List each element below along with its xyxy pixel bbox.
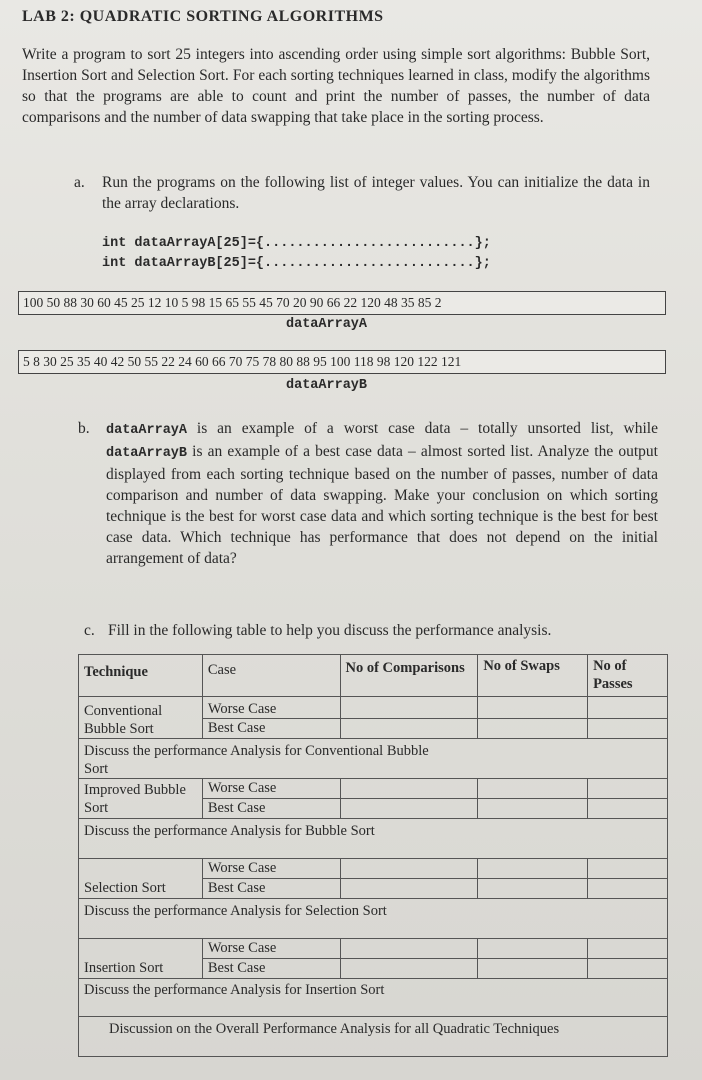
comparisons-cell[interactable] bbox=[340, 697, 478, 719]
discuss-insertion[interactable] bbox=[79, 979, 668, 1017]
table-row bbox=[79, 979, 668, 1017]
swaps-cell[interactable] bbox=[478, 779, 588, 799]
table-row bbox=[79, 1017, 668, 1057]
discuss-selection-text: Discuss the performance Analysis for Selection Sort bbox=[84, 903, 387, 919]
performance-table bbox=[78, 654, 668, 1057]
case-worse: Worse Case bbox=[202, 939, 340, 959]
part-b-text bbox=[106, 418, 658, 569]
discuss-overall-text: Discussion on the Overall Performance Analysis for all Quadratic Techniques bbox=[109, 1021, 560, 1037]
swaps-cell[interactable] bbox=[478, 719, 588, 739]
array-b-values: 5 8 30 25 35 40 42 50 55 22 24 60 66 70 75 78 80 88 95 100 118 98 120 122 121 bbox=[23, 354, 462, 369]
table-row bbox=[79, 779, 668, 799]
case-best: Best Case bbox=[202, 719, 340, 739]
comparisons-cell[interactable] bbox=[340, 959, 478, 979]
discuss-bubble-text: Discuss the performance Analysis for Bubble Sort bbox=[84, 823, 375, 839]
table-row bbox=[79, 697, 668, 719]
page-title: LAB 2: QUADRATIC SORTING ALGORITHMS bbox=[22, 8, 384, 25]
table-row bbox=[79, 819, 668, 859]
table-row bbox=[79, 939, 668, 959]
case-worse: Worse Case bbox=[202, 779, 340, 799]
technique-improved-bubble: Improved Bubble Sort bbox=[79, 779, 203, 819]
swaps-cell[interactable] bbox=[478, 959, 588, 979]
comparisons-cell[interactable] bbox=[340, 779, 478, 799]
passes-cell[interactable] bbox=[588, 879, 668, 899]
array-a-box bbox=[18, 291, 666, 315]
passes-cell[interactable] bbox=[588, 719, 668, 739]
case-best: Best Case bbox=[202, 879, 340, 899]
code-line-b: int dataArrayB[25]={..........................}; bbox=[102, 256, 491, 271]
case-worse: Worse Case bbox=[202, 697, 340, 719]
array-a-label: dataArrayA bbox=[286, 317, 368, 332]
discuss-selection[interactable] bbox=[79, 899, 668, 939]
table-row bbox=[79, 959, 668, 979]
technique-selection-top bbox=[79, 859, 203, 879]
code-line-a: int dataArrayA[25]={..........................}; bbox=[102, 236, 491, 251]
technique-conventional-bubble: Conventional Bubble Sort bbox=[79, 697, 203, 739]
case-best: Best Case bbox=[202, 959, 340, 979]
part-b-text-1: is an example of a worst case data – totally unsorted list, while bbox=[187, 420, 658, 437]
swaps-cell[interactable] bbox=[478, 799, 588, 819]
swaps-cell[interactable] bbox=[478, 859, 588, 879]
comparisons-cell[interactable] bbox=[340, 799, 478, 819]
case-worse: Worse Case bbox=[202, 859, 340, 879]
part-a-label: a. bbox=[74, 174, 85, 191]
swaps-cell[interactable] bbox=[478, 879, 588, 899]
technique-selection: Selection Sort bbox=[79, 879, 203, 899]
part-c-text: Fill in the following table to help you discuss the performance analysis. bbox=[108, 622, 552, 639]
table-row bbox=[79, 859, 668, 879]
discuss-conventional-bubble[interactable] bbox=[79, 739, 668, 779]
passes-cell[interactable] bbox=[588, 939, 668, 959]
case-best: Best Case bbox=[202, 799, 340, 819]
header-swaps: No of Swaps bbox=[478, 655, 588, 697]
discuss-insertion-text: Discuss the performance Analysis for Insertion Sort bbox=[84, 982, 385, 998]
discuss-conventional-text: Discuss the performance Analysis for Conventional Bubble Sort bbox=[84, 743, 429, 777]
part-a-text: Run the programs on the following list of integer values. You can initialize the data in the array declarations. bbox=[102, 174, 650, 212]
header-comparisons: No of Comparisons bbox=[340, 655, 478, 697]
array-a-values: 100 50 88 30 60 45 25 12 10 5 98 15 65 55 45 70 20 90 66 22 120 48 35 85 2 bbox=[23, 295, 442, 310]
keyword-data-array-b: dataArrayB bbox=[106, 446, 188, 461]
comparisons-cell[interactable] bbox=[340, 719, 478, 739]
table-row bbox=[79, 739, 668, 779]
intro-paragraph: Write a program to sort 25 integers into ascending order using simple sort algorithms: Bubble Sort, Insertion Sort and Selection Sort. For each sorting techniques learned in class, modify the algorithms so that the programs are able to count and print the number of passes, the number of data comparisons and the number of data swapping that take place in the sorting process. bbox=[22, 46, 650, 126]
table-header-row bbox=[79, 655, 668, 697]
swaps-cell[interactable] bbox=[478, 939, 588, 959]
passes-cell[interactable] bbox=[588, 959, 668, 979]
part-b-text-2: is an example of a best case data – almost sorted list. Analyze the output displayed from each sorting technique based on the number of passes, number of data comparison and number of data swapping. Make your conclusion on which sorting technique is the best for worst case data and which sorting technique is the best for best case data. Which technique has performance that does not depend on the initial arrangement of data? bbox=[106, 443, 658, 567]
passes-cell[interactable] bbox=[588, 779, 668, 799]
header-technique: Technique bbox=[79, 655, 203, 697]
array-b-label: dataArrayB bbox=[286, 378, 368, 393]
header-passes: No of Passes bbox=[588, 655, 668, 697]
discuss-bubble[interactable] bbox=[79, 819, 668, 859]
passes-cell[interactable] bbox=[588, 697, 668, 719]
part-c-label: c. bbox=[84, 622, 95, 639]
array-b-box bbox=[18, 350, 666, 374]
comparisons-cell[interactable] bbox=[340, 939, 478, 959]
technique-insertion: Insertion Sort bbox=[79, 959, 203, 979]
comparisons-cell[interactable] bbox=[340, 879, 478, 899]
keyword-data-array-a: dataArrayA bbox=[106, 423, 188, 438]
part-b-label: b. bbox=[78, 420, 90, 437]
discuss-overall[interactable] bbox=[79, 1017, 668, 1057]
technique-insertion-top bbox=[79, 939, 203, 959]
passes-cell[interactable] bbox=[588, 799, 668, 819]
comparisons-cell[interactable] bbox=[340, 859, 478, 879]
passes-cell[interactable] bbox=[588, 859, 668, 879]
swaps-cell[interactable] bbox=[478, 697, 588, 719]
table-row bbox=[79, 879, 668, 899]
table-row bbox=[79, 899, 668, 939]
header-case: Case bbox=[202, 655, 340, 697]
